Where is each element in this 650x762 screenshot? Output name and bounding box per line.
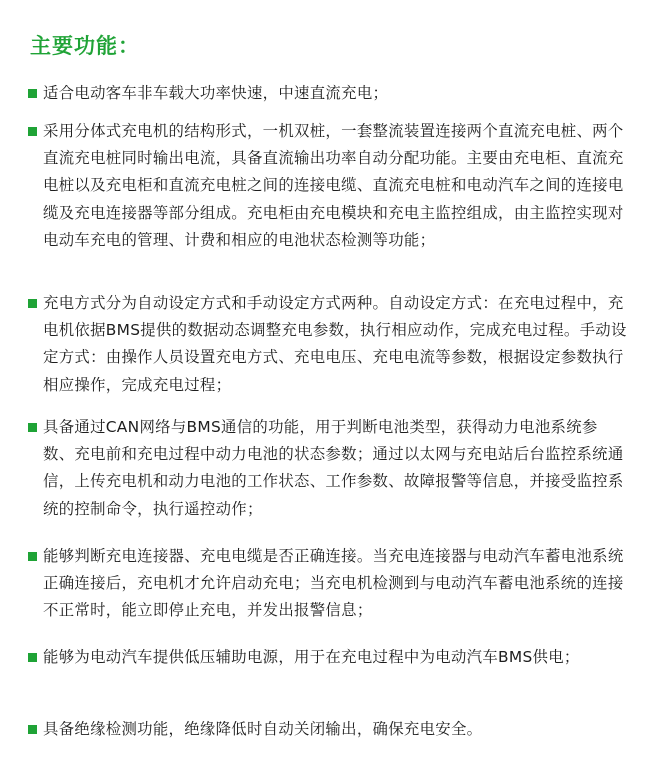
feature-item-1 [28,80,628,107]
feature-text: 能够判断充电连接器、充电电缆是否正确连接。当充电连接器与电动汽车蓄电池系统正确连接后，充电机才允许启动充电；当充电机检测到与电动汽车蓄电池系统的连接不正常时，能立即停止充电，并发出报警信息； [43,547,624,620]
feature-text: 具备通过CAN网络与BMS通信的功能，用于判断电池类型，获得动力电池系统参数、充电前和充电过程中动力电池的状态参数；通过以太网与充电站后台监控系统通信，上传充电机和动力电池的工作状态、工作参数、故障报警等信息，并接受监控系统的控制命令，执行遥控动作； [43,418,624,518]
square-bullet-icon [28,127,37,136]
page-title: 主要功能： [30,34,140,58]
feature-item-5 [28,543,628,625]
feature-item-7 [28,716,628,743]
feature-text: 适合电动客车非车载大功率快速，中速直流充电； [43,84,389,102]
square-bullet-icon [28,423,37,432]
square-bullet-icon [28,653,37,662]
square-bullet-icon [28,725,37,734]
feature-text: 采用分体式充电机的结构形式，一机双桩，一套整流装置连接两个直流充电桩、两个直流充电桩同时输出电流，具备直流输出功率自动分配功能。主要由充电柜、直流充电桩以及充电柜和直流充电桩之间的连接电缆、直流充电桩和电动汽车之间的连接电缆及充电连接器等部分组成。充电柜由充电模块和充电主监控组成，由主监控实现对电动车充电的管理、计费和相应的电池状态检测等功能； [43,122,624,249]
feature-item-4 [28,414,628,523]
feature-item-6 [28,644,628,671]
feature-text: 能够为电动汽车提供低压辅助电源，用于在充电过程中为电动汽车BMS供电； [43,648,580,666]
square-bullet-icon [28,299,37,308]
feature-item-2 [28,118,628,254]
square-bullet-icon [28,552,37,561]
square-bullet-icon [28,89,37,98]
feature-item-3 [28,290,628,399]
feature-text: 充电方式分为自动设定方式和手动设定方式两种。自动设定方式：在充电过程中，充电机依据BMS提供的数据动态调整充电参数，执行相应动作，完成充电过程。手动设定方式：由操作人员设置充电方式、充电电压、充电电流等参数，根据设定参数执行相应操作，完成充电过程； [43,294,627,394]
feature-text: 具备绝缘检测功能，绝缘降低时自动关闭输出，确保充电安全。 [43,720,483,738]
